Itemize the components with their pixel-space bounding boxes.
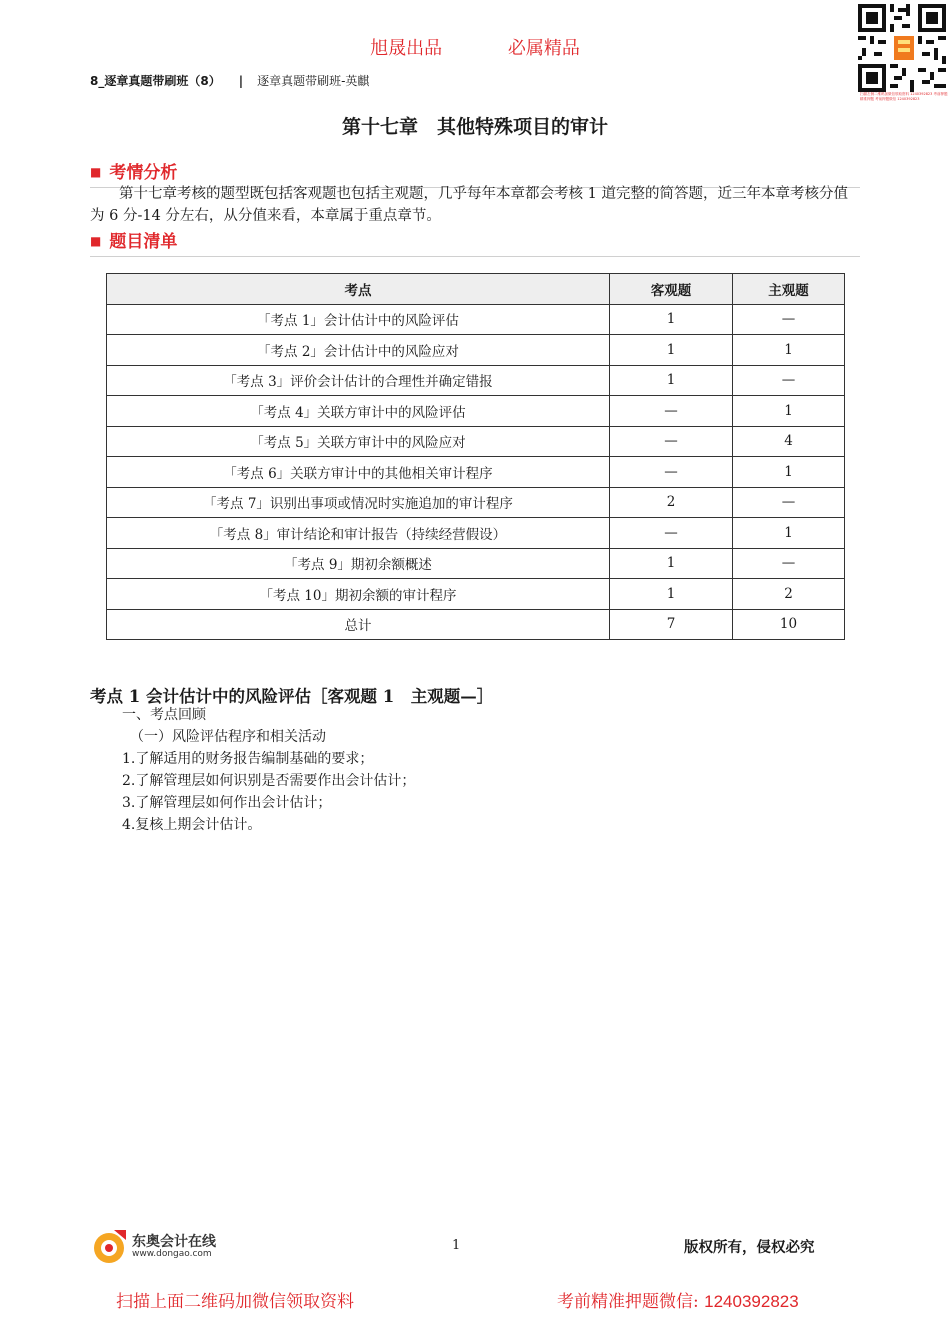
header-subjective: 主观题 [733,274,845,305]
analysis-paragraph: 第十七章考核的题型既包括客观题也包括主观题，几乎每年本章都会考核 1 道完整的简答题，近三年本章考核分值为 6 分-14 分左右，从分值来看，本章属于重点章节。 [90,186,848,224]
footer-right-note [557,1287,799,1312]
banner-left: 旭晟出品 [370,38,443,59]
review-subheading: （一）风险评估程序和相关活动 [130,729,326,745]
review-item: 1.了解适用的财务报告编制基础的要求； [122,751,374,767]
section-title: 题目清单 [109,232,178,252]
table-row [107,335,845,366]
running-header [90,72,369,89]
table-row [107,518,845,549]
copyright-notice: 版权所有，侵权必究 [684,1239,815,1256]
footer-right-label: 考前精准押题微信: [557,1292,699,1312]
subjective-cell: 2 [733,579,845,610]
review-heading: 一、考点回顾 [122,707,206,723]
table-total-row [107,609,845,640]
page-number: 1 [452,1238,461,1253]
logo-url: www.dongao.com [132,1249,212,1259]
subjective-cell: — [733,487,845,518]
section-divider [90,256,860,257]
review-item: 2.了解管理层如何识别是否需要作出会计估计； [122,773,416,789]
table-row [107,365,845,396]
table-row [107,579,845,610]
logo-name: 东奥会计在线 [132,1234,216,1250]
review-item: 4.复核上期会计估计。 [122,817,262,833]
header-separator: | [238,74,244,88]
objective-cell: 1 [610,304,733,335]
subjective-cell: — [733,365,845,396]
section-title: 考情分析 [109,163,178,183]
objective-cell: 2 [610,487,733,518]
objective-cell: — [610,457,733,488]
topic-cell: 「考点 1」会计估计中的风险评估 [107,304,610,335]
section-question-list [90,227,177,252]
table-row [107,426,845,457]
topic-cell: 「考点 3」评价会计估计的合理性并确定错报 [107,365,610,396]
table-row [107,457,845,488]
topic-cell: 「考点 5」关联方审计中的风险应对 [107,426,610,457]
qr-caption: 扫描左侧二维码加微信领取资料 1240392823 考前押题 精准押题 考前押题微信 1240392823 [860,92,948,101]
chapter-title: 第十七章 其他特殊项目的审计 [341,116,608,138]
header-objective: 客观题 [610,274,733,305]
qr-code-icon [858,4,946,92]
subjective-cell: — [733,304,845,335]
header-topic: 考点 [107,274,610,305]
objective-cell: 1 [610,579,733,610]
question-table [106,273,845,640]
top-banner [0,34,950,60]
topic-cell: 「考点 7」识别出事项或情况时实施追加的审计程序 [107,487,610,518]
subjective-cell: 4 [733,426,845,457]
subjective-cell: — [733,548,845,579]
subjective-cell: 1 [733,396,845,427]
dongao-logo-icon [92,1226,130,1266]
total-label-cell: 总计 [107,609,610,640]
topic-cell: 「考点 10」期初余额的审计程序 [107,579,610,610]
subjective-cell: 1 [733,518,845,549]
section-bullet: ■ [90,234,102,248]
table-header-row [107,274,845,305]
total-subjective-cell: 10 [733,609,845,640]
table-row [107,487,845,518]
objective-cell: — [610,426,733,457]
table-row [107,304,845,335]
footer-left-note: 扫描上面二维码加微信领取资料 [116,1292,354,1312]
table-row [107,548,845,579]
course-subtitle: 逐章真题带刷班-英麒 [257,74,370,88]
footer-wechat-number: 1240392823 [704,1292,799,1311]
topic-cell: 「考点 8」审计结论和审计报告（持续经营假设） [107,518,610,549]
topic-cell: 「考点 9」期初余额概述 [107,548,610,579]
section-exam-analysis [90,158,177,183]
objective-cell: — [610,396,733,427]
topic-cell: 「考点 4」关联方审计中的风险评估 [107,396,610,427]
subjective-cell: 1 [733,335,845,366]
section-bullet: ■ [90,165,102,179]
objective-cell: 1 [610,548,733,579]
table-row [107,396,845,427]
banner-right: 必属精品 [507,38,580,59]
topic-cell: 「考点 2」会计估计中的风险应对 [107,335,610,366]
review-item: 3.了解管理层如何作出会计估计； [122,795,332,811]
course-name: 8_逐章真题带刷班（8） [90,74,221,88]
key-point-title: 考点 1 会计估计中的风险评估［客观题 1 主观题—］ [90,687,494,706]
topic-cell: 「考点 6」关联方审计中的其他相关审计程序 [107,457,610,488]
objective-cell: — [610,518,733,549]
total-objective-cell: 7 [610,609,733,640]
objective-cell: 1 [610,365,733,396]
subjective-cell: 1 [733,457,845,488]
objective-cell: 1 [610,335,733,366]
